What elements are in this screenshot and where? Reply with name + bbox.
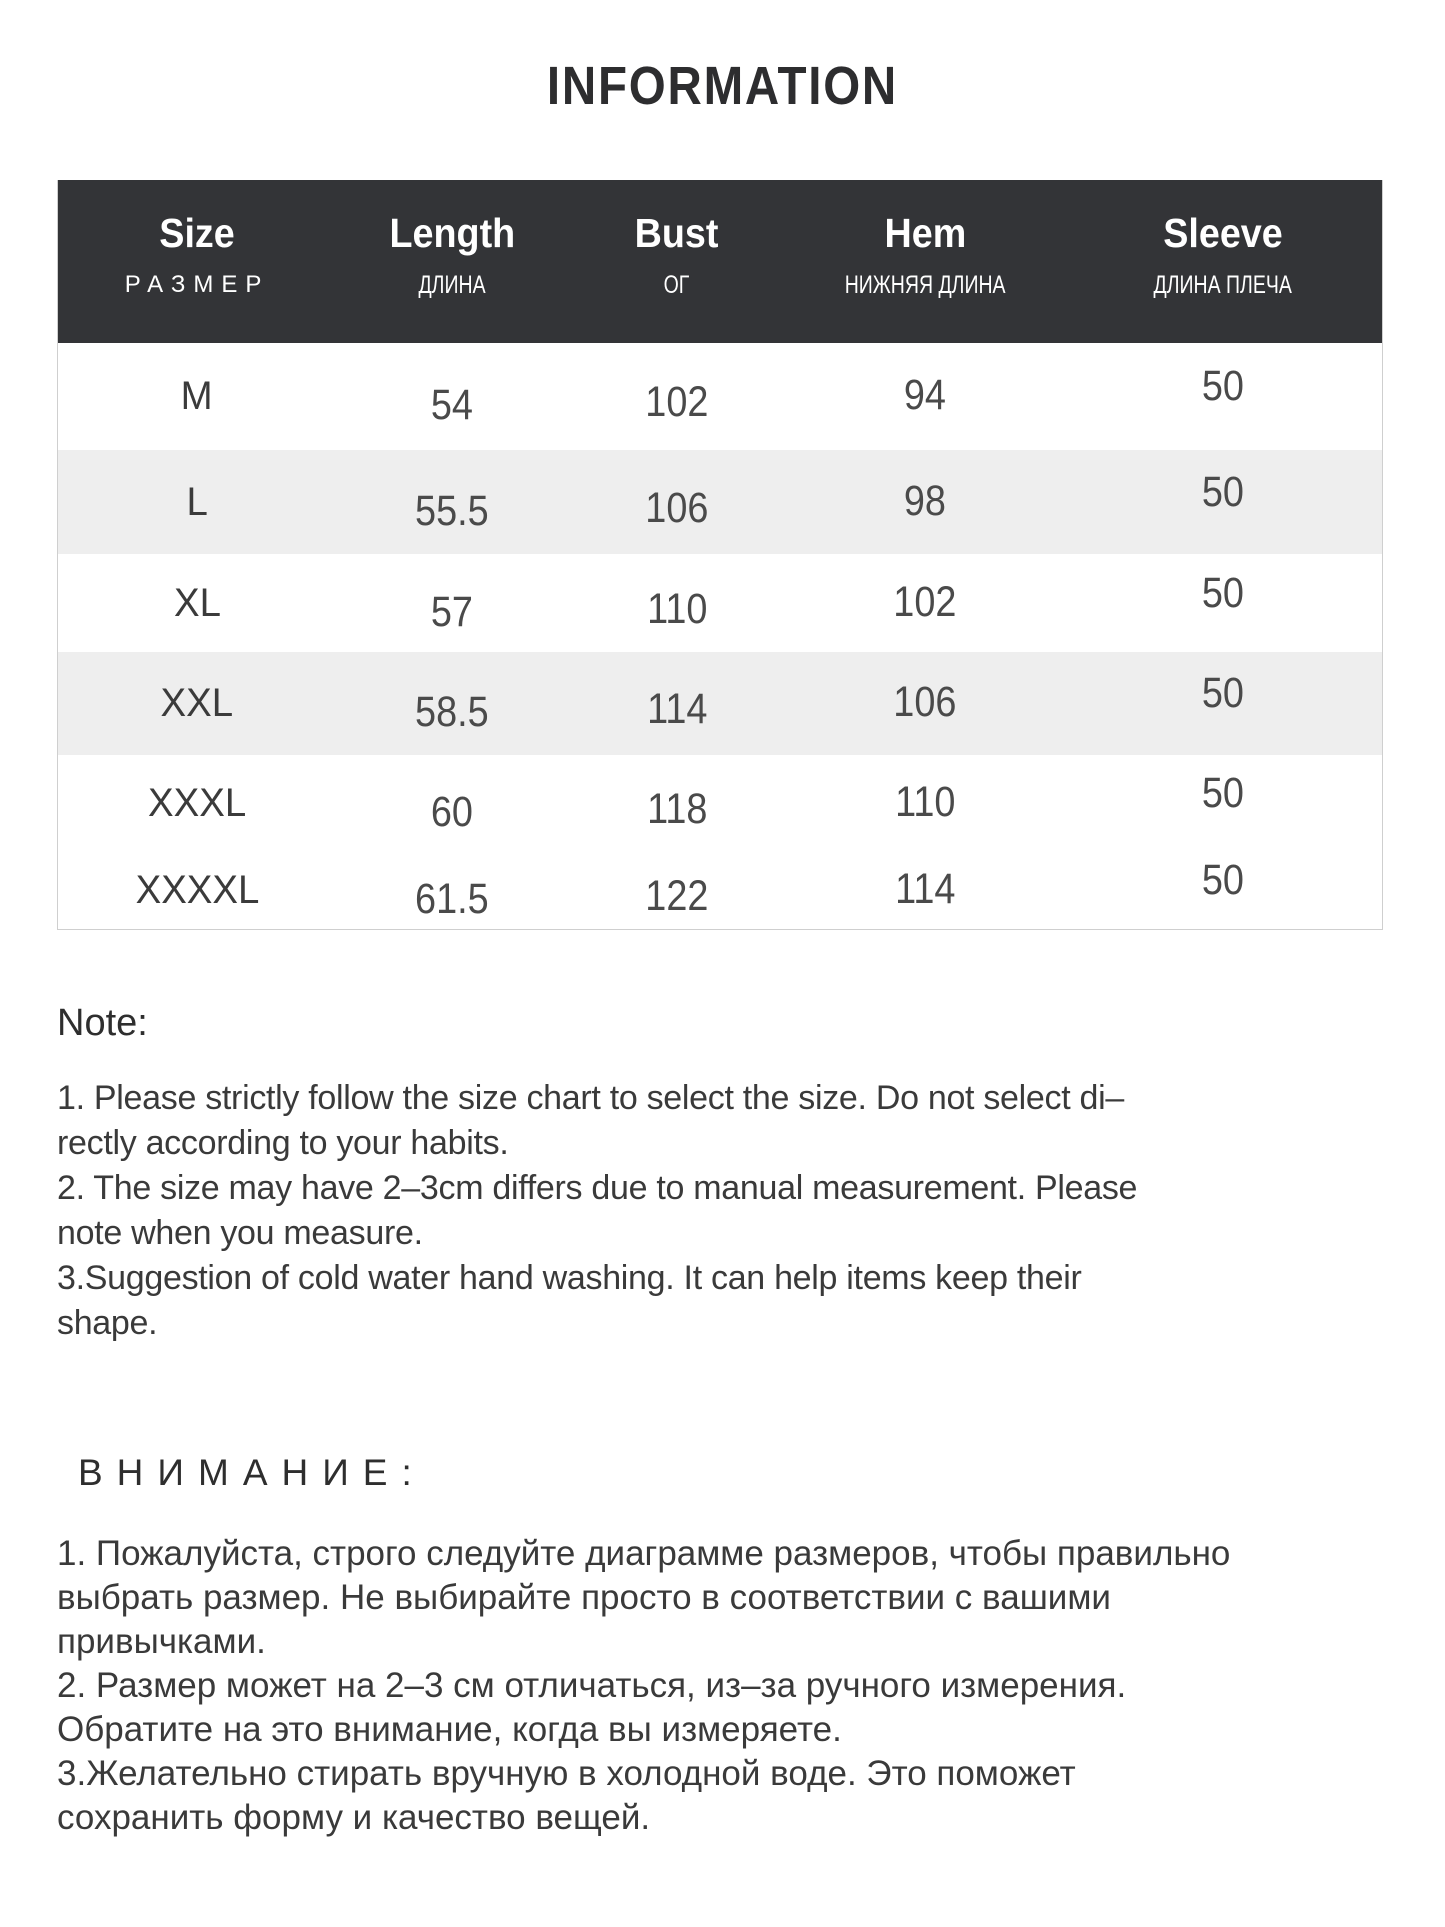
header-sublabel-hem: НИЖНЯЯ ДЛИНА	[844, 271, 1006, 299]
cell-sleeve: 50	[1202, 669, 1245, 717]
header-sublabel-length: ДЛИНА	[418, 271, 486, 299]
header-label-size: Size	[159, 210, 235, 256]
cell-sleeve: 50	[1202, 855, 1245, 904]
header-cell-length	[336, 180, 568, 343]
cell-length: 61.5	[415, 874, 489, 923]
note-body	[57, 1076, 1385, 1346]
cell-bust: 114	[646, 685, 708, 733]
header-sublabel-sleeve: ДЛИНА ПЛЕЧА	[1153, 271, 1293, 299]
cell-sleeve: 50	[1202, 362, 1245, 410]
cell-sleeve: 50	[1202, 467, 1245, 516]
attention-body	[57, 1532, 1385, 1840]
attention-line: Обратите на это внимание, когда вы измеряете.	[57, 1710, 842, 1749]
table-row-xxxl	[58, 755, 1382, 851]
header-sublabel-bust: ОГ	[664, 271, 690, 299]
cell-hem: 94	[904, 371, 947, 419]
attention-line: 3.Желательно стирать вручную в холодной воде. Это поможет	[57, 1754, 1076, 1793]
cell-size: XXXXL	[135, 867, 259, 912]
attention-line: 2. Размер может на 2–3 см отличаться, из–за ручного измерения.	[57, 1666, 1127, 1705]
cell-bust: 118	[646, 784, 708, 833]
cell-length: 57	[430, 587, 473, 636]
cell-bust: 110	[646, 584, 708, 633]
cell-length: 60	[430, 787, 473, 836]
attention-line: 1. Пожалуйста, строго следуйте диаграмме размеров, чтобы правильно	[57, 1534, 1231, 1573]
cell-sleeve: 50	[1202, 768, 1245, 817]
table-row-xxxxl	[58, 851, 1382, 929]
attention-line: выбрать размер. Не выбирайте просто в соответствии с вашими	[57, 1578, 1111, 1617]
cell-length: 54	[430, 381, 473, 429]
table-row-xxl	[58, 652, 1382, 755]
cell-hem: 98	[904, 476, 947, 525]
table-row-xl	[58, 554, 1382, 652]
header-cell-hem	[786, 180, 1064, 343]
cell-size: L	[186, 479, 208, 524]
note-section-english	[57, 1002, 1385, 1346]
cell-hem: 102	[893, 577, 957, 626]
table-row-m	[58, 343, 1382, 450]
cell-bust: 106	[645, 483, 709, 532]
cell-size: M	[181, 374, 214, 418]
table-row-l	[58, 450, 1382, 554]
header-label-bust: Bust	[635, 210, 719, 256]
note-line: 2. The size may have 2–3cm differs due to manual measurement. Please	[57, 1169, 1138, 1207]
cell-size: XXL	[160, 681, 234, 725]
note-line: shape.	[57, 1304, 158, 1342]
header-cell-bust	[568, 180, 786, 343]
cell-hem: 114	[895, 864, 956, 913]
cell-size: XL	[173, 580, 221, 625]
note-line: 1. Please strictly follow the size chart to select the size. Do not select di–	[57, 1079, 1124, 1117]
header-cell-size	[58, 180, 336, 343]
note-heading: Note:	[57, 1002, 148, 1044]
header-label-length: Length	[389, 210, 515, 256]
note-section-russian	[0, 1450, 1445, 1840]
note-line: note when you measure.	[57, 1214, 423, 1252]
cell-hem: 110	[895, 777, 956, 826]
note-line: 3.Suggestion of cold water hand washing. It can help items keep their	[57, 1259, 1082, 1297]
cell-bust: 102	[645, 378, 709, 426]
attention-heading: ВНИМАНИЕ:	[78, 1452, 426, 1493]
cell-sleeve: 50	[1202, 568, 1245, 617]
cell-length: 55.5	[415, 486, 489, 535]
attention-line: сохранить форму и качество вещей.	[57, 1798, 651, 1837]
cell-size: XXXL	[147, 780, 247, 825]
header-sublabel-size: РАЗМЕР	[124, 271, 270, 298]
size-table	[57, 180, 1383, 930]
cell-bust: 122	[645, 871, 709, 920]
cell-length: 58.5	[415, 688, 489, 736]
header-label-hem: Hem	[884, 210, 967, 256]
size-table-header-row	[58, 180, 1382, 343]
note-line: rectly according to your habits.	[57, 1124, 509, 1162]
attention-line: привычками.	[57, 1622, 266, 1661]
header-cell-sleeve	[1064, 180, 1382, 343]
header-label-sleeve: Sleeve	[1163, 210, 1283, 256]
cell-hem: 106	[893, 678, 957, 726]
page-title: INFORMATION	[546, 56, 899, 116]
